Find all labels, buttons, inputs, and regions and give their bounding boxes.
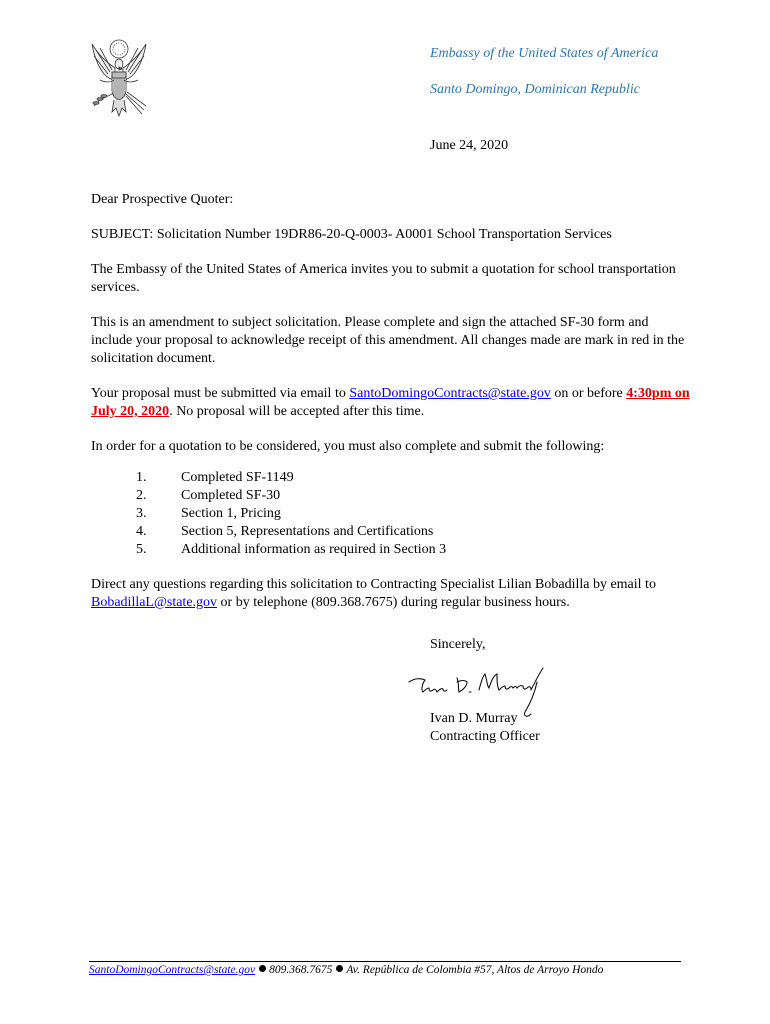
list-item-number: 2. <box>136 488 147 503</box>
list-item <box>91 469 691 487</box>
letterhead-embassy: Embassy of the United States of America <box>430 46 659 61</box>
paragraph-invitation: The Embassy of the United States of America invites you to submit a quotation for school transportation services. <box>91 262 676 295</box>
letterhead <box>430 46 658 100</box>
list-item <box>91 523 691 541</box>
list-item <box>91 505 691 523</box>
list-item-text: Additional information as required in Section 3 <box>181 542 447 557</box>
deadline-text: 4:30pm on July 20, 2020 <box>91 386 690 419</box>
signer-title: Contracting Officer <box>430 729 540 744</box>
letter-date: June 24, 2020 <box>430 138 509 153</box>
paragraph-questions <box>91 576 691 612</box>
questions-text-2: or by telephone (809.368.7675) during regular business hours. <box>217 595 570 610</box>
salutation: Dear Prospective Quoter: <box>91 192 234 207</box>
signer-name: Ivan D. Murray <box>430 711 518 726</box>
paragraph-requirements-intro: In order for a quotation to be considered, you must also complete and submit the following: <box>91 439 605 454</box>
bullet-icon <box>336 965 343 972</box>
contracts-email-link[interactable]: SantoDomingoContracts@state.gov <box>349 386 551 401</box>
list-item-number: 4. <box>136 524 147 539</box>
questions-text: Direct any questions regarding this solicitation to Contracting Specialist Lilian Bobadilla by email to <box>91 577 656 592</box>
closing: Sincerely, <box>430 637 486 652</box>
list-item-text: Completed SF-30 <box>181 488 281 503</box>
paragraph-submission <box>91 385 691 421</box>
letter-body <box>91 191 691 629</box>
subject-line: SUBJECT: Solicitation Number 19DR86-20-Q-0003- A0001 School Transportation Services <box>91 227 612 242</box>
list-item-number: 3. <box>136 506 147 521</box>
list-item-text: Section 1, Pricing <box>181 506 281 521</box>
list-item-number: 5. <box>136 542 147 557</box>
footer-address: Av. República de Colombia #57, Altos de Arroyo Hondo <box>346 964 604 976</box>
submission-text: Your proposal must be submitted via email to <box>91 386 350 401</box>
signer-block <box>430 710 540 746</box>
submission-text-2: on or before <box>550 386 627 401</box>
footer <box>89 964 603 976</box>
paragraph-amendment: This is an amendment to subject solicitation. Please complete and sign the attached SF-30 form and include your proposal to acknowledge receipt of this amendment. All changes made are mark in red in the solicitation document. <box>91 315 685 366</box>
bullet-icon <box>259 965 266 972</box>
footer-divider <box>89 961 681 962</box>
great-seal-eagle-icon <box>86 36 152 128</box>
list-item-text: Completed SF-1149 <box>181 470 294 485</box>
footer-email-link[interactable]: SantoDomingoContracts@state.gov <box>89 964 256 976</box>
letterhead-location: Santo Domingo, Dominican Republic <box>430 82 640 97</box>
requirements-list <box>91 469 691 559</box>
list-item-text: Section 5, Representations and Certifications <box>181 524 434 539</box>
footer-phone: 809.368.7675 <box>269 964 333 976</box>
submission-text-3: . No proposal will be accepted after this time. <box>169 404 425 419</box>
list-item <box>91 541 691 559</box>
list-item <box>91 487 691 505</box>
specialist-email-link[interactable]: BobadillaL@state.gov <box>91 595 218 610</box>
list-item-number: 1. <box>136 470 147 485</box>
